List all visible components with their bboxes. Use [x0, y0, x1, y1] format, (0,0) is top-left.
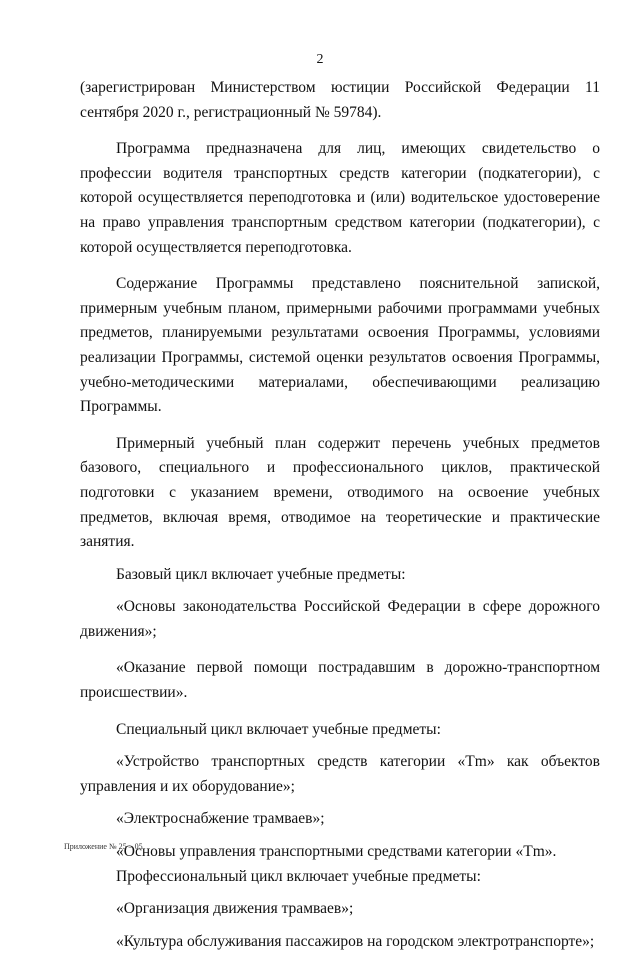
paragraph-professional-cycle-heading: Профессиональный цикл включает учебные предметы:: [116, 867, 481, 885]
paragraph-program-purpose: Программа предназначена для лиц, имеющих свидетельство о профессии водителя транспортных средств категории (подкатегории), с которой осуществляется переподготовка и (или) водительское удостоверение на право управления транспортным средством категории (подкатегории), с которой осуществляется переподготовка.: [80, 140, 600, 256]
paragraph-curriculum: Примерный учебный план содержит перечень учебных предметов базового, специального и профессионального циклов, практической подготовки с указанием времени, отводимого на освоение учебных предметов, включая время, отводимое на теоретические и практические занятия.: [80, 434, 600, 551]
footer-note: Приложение № 25 – 05: [64, 842, 143, 851]
list-item-subject: «Основы законодательства Российской Федерации в сфере дорожного движения»;: [80, 598, 600, 640]
list-item-subject: «Основы управления транспортными средствами категории «Tm».: [116, 843, 557, 861]
paragraph-program-content: Содержание Программы представлено пояснительной запиской, примерным учебным планом, примерными рабочими программами учебных предметов, планируемыми результатами освоения Программы, условиями реализации Программы, системой оценки результатов освоения Программы, учебно-методическими материалами, обеспечивающими реализацию Программы.: [80, 275, 600, 416]
paragraph-registration: (зарегистрирован Министерством юстиции Российской Федерации 11 сентября 2020 г., регистрационный № 59784).: [80, 79, 600, 121]
list-item-subject: «Устройство транспортных средств категории «Tm» как объектов управления и их оборудование»;: [80, 753, 600, 795]
paragraph-special-cycle-heading: Специальный цикл включает учебные предметы:: [116, 720, 441, 738]
document-body: [80, 76, 600, 954]
list-item-subject: «Культура обслуживания пассажиров на городском электротранспорте»;: [116, 932, 595, 950]
list-item-subject: «Электроснабжение трамваев»;: [116, 810, 325, 828]
page-number: 2: [316, 52, 324, 67]
paragraph-base-cycle-heading: Базовый цикл включает учебные предметы:: [116, 565, 406, 583]
list-item-subject: «Оказание первой помощи пострадавшим в дорожно-транспортном происшествии».: [80, 659, 600, 702]
list-item-subject: «Организация движения трамваев»;: [116, 900, 354, 918]
